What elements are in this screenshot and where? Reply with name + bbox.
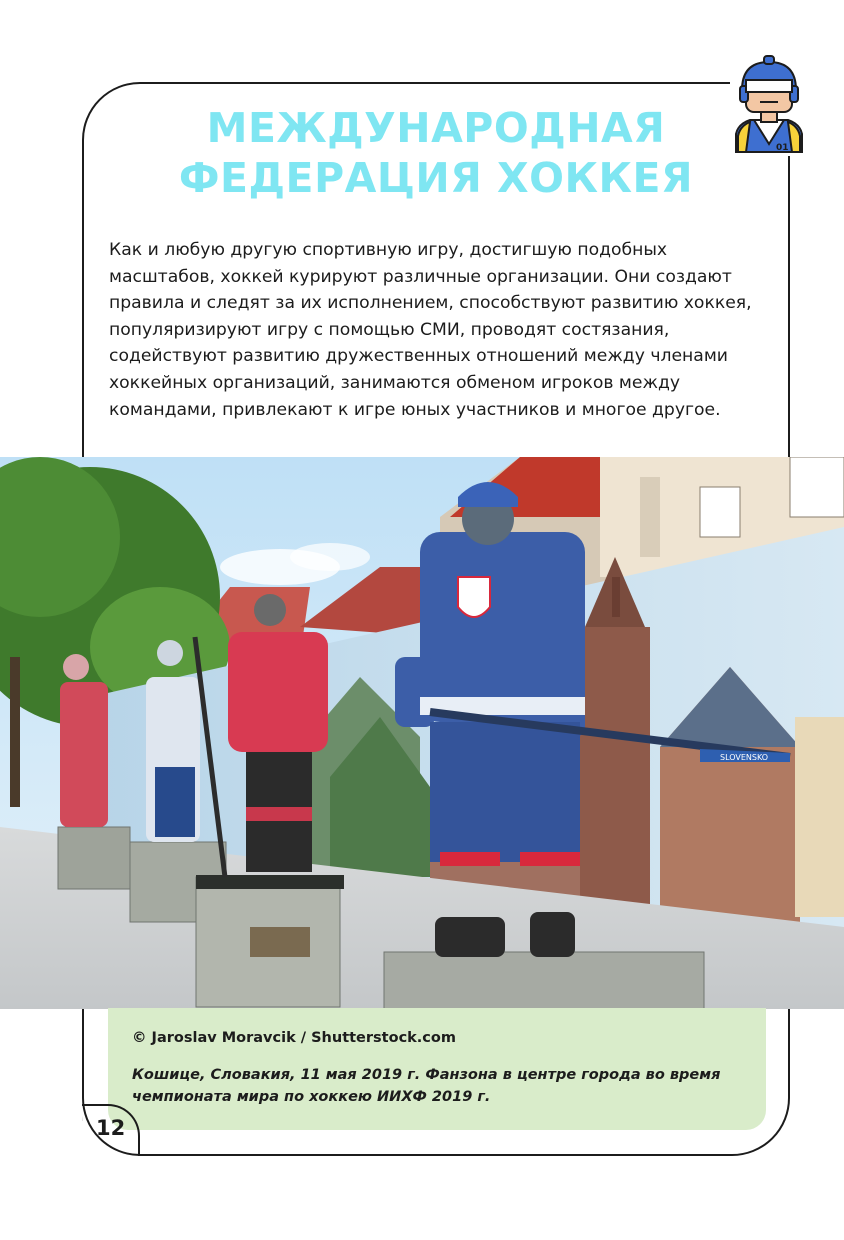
body-paragraph: Как и любую другую спортивную игру, достигшую подобных масштабов, хоккей курируют различные организации. Они создают правила и следят за их исполнением, способствуют развитию хоккея, популяризируют игру с помощью СМИ, проводят состязания, содействуют развитию дружественных отношений между членами хоккейных организаций, занимаются обменом игроков между командами, привлекают к игре юных участников и многое другое.: [109, 240, 752, 420]
title-line-2: ФЕДЕРАЦИЯ ХОККЕЯ: [178, 154, 694, 202]
jersey-number: 01: [776, 143, 789, 153]
fanzone-photo: [0, 457, 844, 1009]
photo-caption: Кошице, Словакия, 11 мая 2019 г. Фанзона в центре города во время чемпионата мира по хоккею ИИХФ 2019 г.: [132, 1067, 721, 1105]
page-number: 12: [96, 1116, 126, 1140]
photo-credit: © Jaroslav Moravcik / Shutterstock.com: [132, 1030, 456, 1046]
page-title: [100, 103, 772, 203]
stick-label: SLOVENSKO: [720, 753, 769, 762]
title-line-1: МЕЖДУНАРОДНАЯ: [206, 104, 666, 152]
